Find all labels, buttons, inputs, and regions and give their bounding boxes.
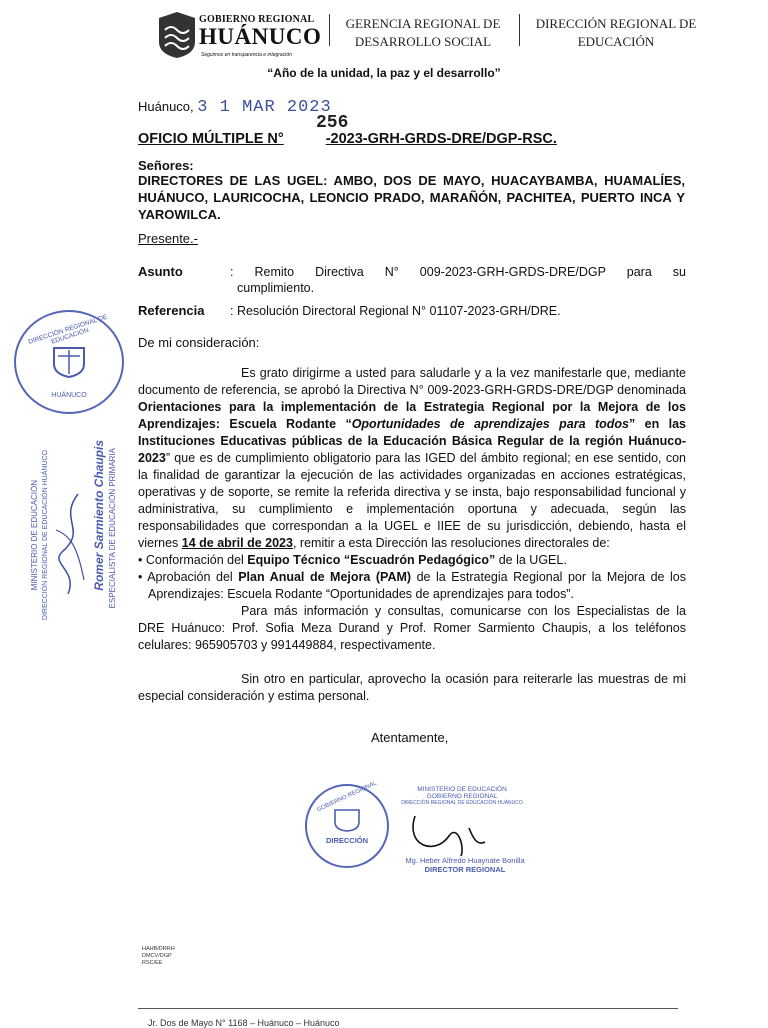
paragraph-main-text: Es grato dirigirme a usted para saludarle y a la vez manifestarle que, mediante documento de referencia, se aprobó la Directiva N° 009-2023-GRH-GRDS-DRE/DGP denominada (138, 366, 686, 397)
director-round-stamp-center: DIRECCIÓN (325, 836, 369, 845)
deadline-date: 14 de abril de 2023 (181, 536, 293, 550)
oficio-title (138, 131, 557, 147)
footer-divider (138, 1008, 678, 1009)
paragraph-closing: Sin otro en particular, aprovecho la ocasión para reiterarle las muestras de mi especial consideración y estima personal. (138, 672, 686, 703)
director-round-stamp-text: GOBIERNO REGIONAL (316, 780, 378, 814)
coat-of-arms-icon (52, 346, 86, 378)
oficio-suffix: -2023-GRH-GRDS-DRE/DGP-RSC. (325, 131, 557, 147)
list-item-text: de la UGEL. (495, 553, 567, 567)
recipients-list: DIRECTORES DE LAS UGEL: AMBO, DOS DE MAYO, HUACAYBAMBA, HUAMALÍES, HUÁNUCO, LAURICOCHA, LEONCIO PRADO, MARAÑÓN, PACHITEA, PUERTO INCA Y YAROWILCA. (138, 173, 685, 222)
presente: Presente.- (138, 231, 198, 246)
list-item-text: • Aprobación del (138, 570, 239, 584)
closing: Atentamente, (371, 730, 449, 745)
round-stamp-center: HUÁNUCO (51, 392, 87, 399)
asunto-text-line2: cumplimiento. (237, 281, 315, 295)
referencia-label: Referencia (138, 303, 205, 318)
signatory-block (385, 856, 545, 874)
directive-slogan: Oportunidades de aprendizajes para todos (351, 417, 629, 431)
header-divider (519, 14, 520, 46)
vertical-stamp-dre: DIRECCIÓN REGIONAL DE EDUCACIÓN HUÁNUCO (42, 450, 49, 621)
greeting: De mi consideración: (138, 335, 260, 350)
date-line (138, 98, 332, 117)
education-round-stamp (14, 310, 124, 414)
header-dept-education-line2: EDUCACIÓN (577, 34, 655, 49)
header-dept-social-line2: DESARROLLO SOCIAL (354, 34, 492, 49)
vertical-stamp-ministry: MINISTERIO DE EDUCACIÓN (30, 480, 39, 591)
list-item (138, 569, 686, 603)
logo-government-label: GOBIERNO REGIONAL (199, 14, 315, 25)
coat-of-arms-icon (333, 808, 361, 832)
header-dept-social-line1: GERENCIA REGIONAL DE (345, 16, 501, 31)
signature-stamp-header (392, 786, 532, 807)
header-divider (329, 14, 330, 46)
paragraph-main (138, 365, 686, 552)
date-city: Huánuco, (138, 99, 194, 114)
referencia-text: : Resolución Directoral Regional N° 01107-2023-GRH/DRE. (230, 304, 561, 318)
list-item-bold: Plan Anual de Mejora (PAM) (238, 570, 412, 584)
paragraph-main-text: ” que es de cumplimiento obligatorio para las IGED del ámbito regional; en ese sentido, con la finalidad de garantizar la ejecución de las actividades organizadas en acciones estratégicas, operativas y de soporte, se remite la referida directiva y se insta, bajo responsabilidad funcional y administrativa, su cumplimiento e implementación oportuna y adecuada, según las responsabilidades que correspondan a la UGEL e IIEE de su jurisdicción, debiendo, hasta el viernes (138, 451, 686, 550)
salutation: Señores: (138, 158, 194, 173)
signature-dir: DIRECCIÓN REGIONAL DE EDUCACIÓN HUÁNUCO (401, 800, 523, 806)
directive-scope: ” en las Instituciones Educativas públicas de la Educación Básica Regular de la región Huánuco-2023 (138, 417, 686, 465)
paragraph-main-text: , remitir a esta Dirección las resoluciones directorales de: (292, 536, 610, 550)
header-dept-education-line1: DIRECCIÓN REGIONAL DE (535, 16, 697, 31)
oficio-number-stamp: 256 (316, 113, 349, 133)
header-dept-education (528, 15, 704, 51)
asunto-text-line1: : Remito Directiva N° 009-2023-GRH-GRDS-DRE/DGP para su (230, 265, 686, 279)
list-item-bold: Equipo Técnico “Escuadrón Pedagógico” (247, 553, 496, 567)
logo-region-name: HUÁNUCO (199, 24, 322, 49)
signature-gob: GOBIERNO REGIONAL (426, 793, 498, 800)
round-stamp-text: DIRECCIÓN REGIONAL DE EDUCACIÓN (27, 313, 109, 346)
vertical-stamp-specialist-name: Romer Sarmiento Chaupis (92, 440, 106, 591)
vertical-stamp-specialist-title: ESPECIALISTA DE EDUCACIÓN PRIMARIA (108, 448, 117, 609)
list-item-text: • Conformación del (138, 553, 248, 567)
regional-government-logo (157, 12, 327, 62)
year-motto: “Año de la unidad, la paz y el desarrollo” (267, 66, 501, 80)
date-stamp: 3 1 MAR 2023 (197, 98, 332, 117)
signatory-title: DIRECTOR REGIONAL (424, 865, 506, 874)
list-item (138, 552, 686, 569)
reference-code: HAHB/DRRH (142, 946, 175, 952)
signatory-name: Mg. Heber Alfredo Huaynate Bonilla (405, 856, 525, 865)
logo-tagline: Seguimos en transparencia e integración (201, 52, 292, 58)
list-item-text: de la Estrategia Regional por la Mejora de los Aprendizajes: Escuela Rodante “Oportunidades de aprendizajes para todos”. (148, 570, 686, 601)
handwritten-signature (48, 490, 92, 600)
reference-code: RSC/EE (142, 960, 163, 966)
letter-body (138, 365, 686, 705)
reference-codes (142, 946, 175, 967)
director-round-stamp (305, 780, 389, 868)
oficio-prefix: OFICIO MÚLTIPLE N° (138, 131, 284, 147)
directive-title: Orientaciones para la implementación de la Estrategia Regional por la Mejora de los Aprendizajes: Escuela Rodante “ (138, 400, 686, 431)
signature-ministry: MINISTERIO DE EDUCACIÓN (417, 786, 507, 793)
header-dept-social (337, 15, 509, 51)
footer-address: Jr. Dos de Mayo N° 1168 – Huánuco – Huánuco (148, 1018, 340, 1028)
huanuco-emblem-icon (157, 12, 197, 58)
reference-code: DMCV/DGP (142, 953, 172, 959)
paragraph-contacts: Para más información y consultas, comunicarse con los Especialistas de la DRE Huánuco: Prof. Sofia Meza Durand y Prof. Romer Sarmiento Chaupis, a los teléfonos celulares: 965905703 y 991449884, respectivamente. (138, 604, 686, 652)
requirements-list (138, 552, 686, 603)
asunto-label: Asunto (138, 264, 183, 279)
